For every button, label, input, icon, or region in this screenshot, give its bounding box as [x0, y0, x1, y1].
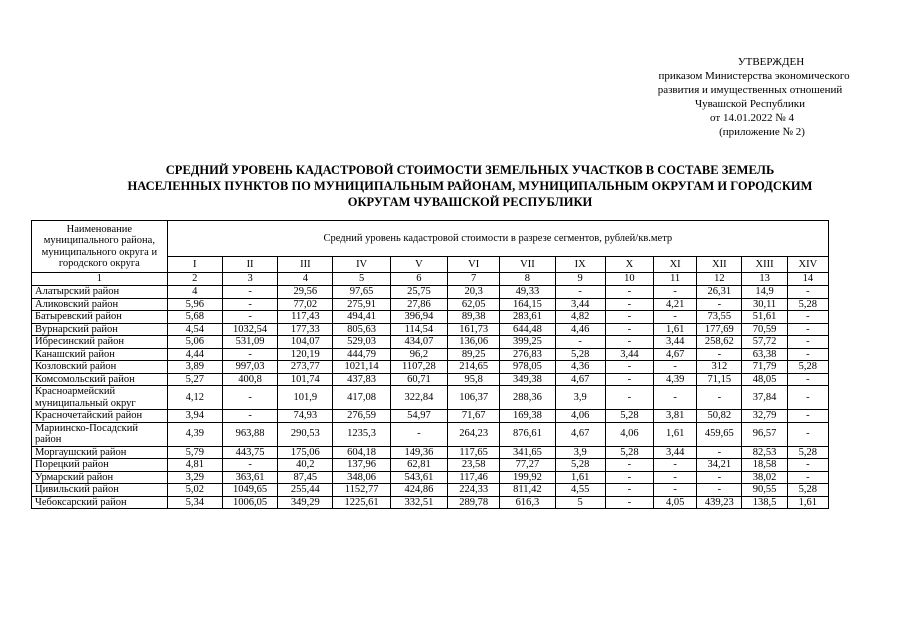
- segment-value-cell: 1,61: [555, 471, 605, 484]
- segment-value-cell: 25,75: [390, 286, 447, 299]
- segment-value-cell: -: [555, 286, 605, 299]
- segment-value-cell: -: [787, 336, 828, 349]
- segment-header: IV: [333, 257, 390, 273]
- segment-value-cell: -: [605, 298, 653, 311]
- segment-value-cell: 1225,61: [333, 496, 390, 509]
- segment-value-cell: 4,06: [605, 422, 653, 446]
- segment-value-cell: -: [787, 471, 828, 484]
- column-number: 10: [605, 273, 653, 286]
- segment-value-cell: 38,02: [742, 471, 787, 484]
- segment-value-cell: 3,94: [167, 410, 222, 423]
- segment-value-cell: 341,65: [500, 446, 555, 459]
- segment-value-cell: 4,44: [167, 348, 222, 361]
- segment-value-cell: 348,06: [333, 471, 390, 484]
- segment-value-cell: 57,72: [742, 336, 787, 349]
- segment-value-cell: 1,61: [654, 422, 697, 446]
- segment-value-cell: 60,71: [390, 373, 447, 386]
- segment-value-cell: 4,67: [555, 422, 605, 446]
- segment-value-cell: 73,55: [697, 311, 742, 324]
- segment-value-cell: 3,89: [167, 361, 222, 374]
- segment-value-cell: 177,69: [697, 323, 742, 336]
- segment-value-cell: -: [697, 348, 742, 361]
- segment-value-cell: 276,83: [500, 348, 555, 361]
- segment-value-cell: -: [697, 298, 742, 311]
- table-row: [32, 336, 829, 349]
- segment-header: IX: [555, 257, 605, 273]
- district-name: Мариинско-Посадский район: [32, 422, 168, 446]
- segment-value-cell: 459,65: [697, 422, 742, 446]
- segment-value-cell: 70,59: [742, 323, 787, 336]
- segment-value-cell: 1006,05: [222, 496, 277, 509]
- segment-value-cell: 4,67: [555, 373, 605, 386]
- segment-value-cell: 5,28: [787, 446, 828, 459]
- segment-value-cell: 199,92: [500, 471, 555, 484]
- segment-value-cell: 101,9: [278, 386, 333, 410]
- segment-value-cell: -: [654, 361, 697, 374]
- table-row: [32, 323, 829, 336]
- table-row: [32, 459, 829, 472]
- segment-value-cell: 82,53: [742, 446, 787, 459]
- table-row: [32, 373, 829, 386]
- title-line: НАСЕЛЕННЫХ ПУНКТОВ ПО МУНИЦИПАЛЬНЫМ РАЙОНАМ, МУНИЦИПАЛЬНЫМ ОКРУГАМ И ГОРОДСКИМ: [127, 179, 813, 193]
- segment-value-cell: 494,41: [333, 311, 390, 324]
- segment-value-cell: 434,07: [390, 336, 447, 349]
- segment-value-cell: 3,9: [555, 386, 605, 410]
- segment-value-cell: 332,51: [390, 496, 447, 509]
- segment-value-cell: -: [222, 286, 277, 299]
- column-number: 9: [555, 273, 605, 286]
- segment-value-cell: 1107,28: [390, 361, 447, 374]
- segment-value-cell: 104,07: [278, 336, 333, 349]
- segment-value-cell: 32,79: [742, 410, 787, 423]
- segment-value-cell: 805,63: [333, 323, 390, 336]
- segment-value-cell: 5,28: [787, 361, 828, 374]
- segment-value-cell: 89,38: [448, 311, 500, 324]
- district-name: Урмарский район: [32, 471, 168, 484]
- segment-value-cell: 258,62: [697, 336, 742, 349]
- approval-appendix: (приложение № 2): [719, 126, 805, 138]
- segment-value-cell: 5,06: [167, 336, 222, 349]
- table-row: [32, 446, 829, 459]
- segment-header: V: [390, 257, 447, 273]
- approval-line: Чувашской Республики: [694, 98, 806, 110]
- segment-group-header: Средний уровень кадастровой стоимости в разрезе сегментов, рублей/кв.метр: [167, 221, 828, 257]
- segment-value-cell: 34,21: [697, 459, 742, 472]
- segment-value-cell: 4,05: [654, 496, 697, 509]
- segment-value-cell: 20,3: [448, 286, 500, 299]
- segment-value-cell: 322,84: [390, 386, 447, 410]
- segment-value-cell: 3,44: [605, 348, 653, 361]
- segment-value-cell: 5,79: [167, 446, 222, 459]
- column-number: 12: [697, 273, 742, 286]
- segment-value-cell: 63,38: [742, 348, 787, 361]
- district-name: Красночетайский район: [32, 410, 168, 423]
- segment-value-cell: -: [787, 422, 828, 446]
- district-name: Цивильский район: [32, 484, 168, 497]
- segment-value-cell: 604,18: [333, 446, 390, 459]
- segment-value-cell: 4: [167, 286, 222, 299]
- segment-value-cell: -: [787, 286, 828, 299]
- segment-value-cell: 5,28: [555, 348, 605, 361]
- segment-value-cell: 5,96: [167, 298, 222, 311]
- segment-value-cell: 5,02: [167, 484, 222, 497]
- district-name: Комсомольский район: [32, 373, 168, 386]
- segment-value-cell: 50,82: [697, 410, 742, 423]
- segment-value-cell: -: [787, 410, 828, 423]
- segment-value-cell: 1021,14: [333, 361, 390, 374]
- segment-value-cell: 264,23: [448, 422, 500, 446]
- segment-value-cell: 49,33: [500, 286, 555, 299]
- approval-date: от 14.01.2022 № 4: [710, 112, 794, 124]
- segment-value-cell: 164,15: [500, 298, 555, 311]
- segment-value-cell: 400,8: [222, 373, 277, 386]
- segment-value-cell: 5,28: [605, 446, 653, 459]
- segment-value-cell: 161,73: [448, 323, 500, 336]
- segment-value-cell: -: [222, 410, 277, 423]
- segment-value-cell: 26,31: [697, 286, 742, 299]
- segment-value-cell: 149,36: [390, 446, 447, 459]
- segment-value-cell: 1235,3: [333, 422, 390, 446]
- segment-value-cell: -: [697, 446, 742, 459]
- segment-value-cell: -: [697, 471, 742, 484]
- column-number: 8: [500, 273, 555, 286]
- column-number: 14: [787, 273, 828, 286]
- segment-value-cell: 29,56: [278, 286, 333, 299]
- district-name: Аликовский район: [32, 298, 168, 311]
- segment-value-cell: -: [787, 373, 828, 386]
- segment-value-cell: 137,96: [333, 459, 390, 472]
- segment-header: XIII: [742, 257, 787, 273]
- segment-value-cell: 399,25: [500, 336, 555, 349]
- district-name: Канашский район: [32, 348, 168, 361]
- segment-value-cell: 276,59: [333, 410, 390, 423]
- segment-value-cell: -: [222, 298, 277, 311]
- segment-value-cell: -: [605, 373, 653, 386]
- segment-value-cell: 101,74: [278, 373, 333, 386]
- district-name: Моргаушский район: [32, 446, 168, 459]
- segment-value-cell: 4,06: [555, 410, 605, 423]
- segment-value-cell: -: [555, 336, 605, 349]
- segment-value-cell: 3,81: [654, 410, 697, 423]
- segment-value-cell: -: [787, 323, 828, 336]
- segment-value-cell: 529,03: [333, 336, 390, 349]
- segment-value-cell: -: [654, 286, 697, 299]
- segment-value-cell: 114,54: [390, 323, 447, 336]
- segment-value-cell: 963,88: [222, 422, 277, 446]
- segment-header: VI: [448, 257, 500, 273]
- segment-value-cell: 349,29: [278, 496, 333, 509]
- segment-value-cell: -: [654, 484, 697, 497]
- segment-value-cell: 27,86: [390, 298, 447, 311]
- document-title: [40, 162, 900, 210]
- segment-value-cell: -: [605, 496, 653, 509]
- segment-value-cell: 48,05: [742, 373, 787, 386]
- segment-value-cell: 811,42: [500, 484, 555, 497]
- district-name: Ибресинский район: [32, 336, 168, 349]
- segment-value-cell: 177,33: [278, 323, 333, 336]
- segment-value-cell: -: [787, 459, 828, 472]
- segment-value-cell: 74,93: [278, 410, 333, 423]
- segment-value-cell: 1,61: [654, 323, 697, 336]
- segment-value-cell: -: [605, 323, 653, 336]
- segment-value-cell: 616,3: [500, 496, 555, 509]
- district-name: Чебоксарский район: [32, 496, 168, 509]
- segment-value-cell: -: [654, 471, 697, 484]
- segment-value-cell: 444,79: [333, 348, 390, 361]
- district-name: Козловский район: [32, 361, 168, 374]
- approval-heading: УТВЕРЖДЕН: [737, 56, 805, 68]
- segment-value-cell: 4,39: [167, 422, 222, 446]
- segment-value-cell: 87,45: [278, 471, 333, 484]
- column-number: 3: [222, 273, 277, 286]
- segment-value-cell: 288,36: [500, 386, 555, 410]
- segment-value-cell: 4,36: [555, 361, 605, 374]
- column-number: 1: [32, 273, 168, 286]
- segment-value-cell: 117,65: [448, 446, 500, 459]
- table-row: [32, 422, 829, 446]
- segment-value-cell: -: [605, 311, 653, 324]
- segment-value-cell: 1152,77: [333, 484, 390, 497]
- district-name: Вурнарский район: [32, 323, 168, 336]
- segment-value-cell: 289,78: [448, 496, 500, 509]
- segment-header: I: [167, 257, 222, 273]
- approval-line: приказом Министерства экономического: [658, 70, 850, 82]
- segment-value-cell: 136,06: [448, 336, 500, 349]
- segment-value-cell: 3,44: [654, 446, 697, 459]
- segment-value-cell: 37,84: [742, 386, 787, 410]
- segment-value-cell: 1,61: [787, 496, 828, 509]
- segment-value-cell: 5,28: [605, 410, 653, 423]
- segment-value-cell: 424,86: [390, 484, 447, 497]
- column-number: 5: [333, 273, 390, 286]
- segment-value-cell: 71,15: [697, 373, 742, 386]
- title-line: СРЕДНИЙ УРОВЕНЬ КАДАСТРОВОЙ СТОИМОСТИ ЗЕМЕЛЬНЫХ УЧАСТКОВ В СОСТАВЕ ЗЕМЕЛЬ: [165, 163, 775, 177]
- segment-value-cell: 437,83: [333, 373, 390, 386]
- segment-value-cell: 120,19: [278, 348, 333, 361]
- segment-value-cell: 89,25: [448, 348, 500, 361]
- segment-value-cell: 1049,65: [222, 484, 277, 497]
- segment-header: VII: [500, 257, 555, 273]
- column-number: 6: [390, 273, 447, 286]
- column-number: 2: [167, 273, 222, 286]
- segment-value-cell: -: [605, 361, 653, 374]
- segment-value-cell: 5,34: [167, 496, 222, 509]
- title-line: ОКРУГАМ ЧУВАШСКОЙ РЕСПУБЛИКИ: [347, 195, 593, 209]
- segment-header: II: [222, 257, 277, 273]
- segment-value-cell: 96,2: [390, 348, 447, 361]
- segment-value-cell: -: [787, 348, 828, 361]
- segment-value-cell: 117,46: [448, 471, 500, 484]
- segment-value-cell: 283,61: [500, 311, 555, 324]
- segment-value-cell: 51,61: [742, 311, 787, 324]
- district-name: Батыревский район: [32, 311, 168, 324]
- segment-value-cell: 214,65: [448, 361, 500, 374]
- segment-value-cell: -: [605, 484, 653, 497]
- table-row: [32, 471, 829, 484]
- segment-value-cell: 97,65: [333, 286, 390, 299]
- segment-value-cell: 876,61: [500, 422, 555, 446]
- segment-value-cell: -: [390, 422, 447, 446]
- table-row: [32, 311, 829, 324]
- segment-value-cell: 224,33: [448, 484, 500, 497]
- segment-value-cell: -: [605, 459, 653, 472]
- segment-value-cell: -: [697, 386, 742, 410]
- segment-value-cell: 95,8: [448, 373, 500, 386]
- segment-value-cell: -: [222, 311, 277, 324]
- segment-value-cell: 4,39: [654, 373, 697, 386]
- segment-value-cell: 71,79: [742, 361, 787, 374]
- segment-header: III: [278, 257, 333, 273]
- segment-value-cell: 997,03: [222, 361, 277, 374]
- segment-value-cell: 117,43: [278, 311, 333, 324]
- segment-value-cell: 5,28: [787, 298, 828, 311]
- segment-header: X: [605, 257, 653, 273]
- segment-value-cell: 62,05: [448, 298, 500, 311]
- segment-value-cell: 5,68: [167, 311, 222, 324]
- segment-value-cell: 3,9: [555, 446, 605, 459]
- segment-value-cell: 644,48: [500, 323, 555, 336]
- segment-value-cell: 3,44: [654, 336, 697, 349]
- segment-value-cell: 14,9: [742, 286, 787, 299]
- segment-value-cell: 96,57: [742, 422, 787, 446]
- column-number: 4: [278, 273, 333, 286]
- segment-value-cell: 54,97: [390, 410, 447, 423]
- segment-value-cell: 5,27: [167, 373, 222, 386]
- segment-value-cell: 4,21: [654, 298, 697, 311]
- table-row: [32, 286, 829, 299]
- segment-value-cell: 4,55: [555, 484, 605, 497]
- segment-value-cell: 439,23: [697, 496, 742, 509]
- segment-header: XIV: [787, 257, 828, 273]
- segment-value-cell: -: [787, 311, 828, 324]
- segment-value-cell: 4,46: [555, 323, 605, 336]
- column-number: 11: [654, 273, 697, 286]
- column-number: 7: [448, 273, 500, 286]
- approval-line: развития и имущественных отношений: [657, 84, 843, 96]
- segment-value-cell: -: [222, 386, 277, 410]
- cadastral-value-table: [31, 220, 829, 509]
- segment-value-cell: -: [787, 386, 828, 410]
- column-number: 13: [742, 273, 787, 286]
- segment-value-cell: 5: [555, 496, 605, 509]
- segment-value-cell: -: [605, 286, 653, 299]
- segment-value-cell: 4,67: [654, 348, 697, 361]
- name-column-header: Наименование муниципального района, муниципального округа и городского округа: [32, 221, 168, 273]
- segment-header: XII: [697, 257, 742, 273]
- segment-value-cell: 273,77: [278, 361, 333, 374]
- segment-value-cell: 175,06: [278, 446, 333, 459]
- table-row: [32, 484, 829, 497]
- segment-value-cell: 3,29: [167, 471, 222, 484]
- segment-value-cell: -: [605, 471, 653, 484]
- segment-value-cell: 443,75: [222, 446, 277, 459]
- segment-value-cell: 30,11: [742, 298, 787, 311]
- table-row: [32, 298, 829, 311]
- segment-value-cell: -: [654, 459, 697, 472]
- segment-value-cell: -: [605, 386, 653, 410]
- segment-value-cell: 4,81: [167, 459, 222, 472]
- segment-value-cell: 363,61: [222, 471, 277, 484]
- segment-value-cell: 77,27: [500, 459, 555, 472]
- segment-value-cell: 4,54: [167, 323, 222, 336]
- table-row: [32, 386, 829, 410]
- segment-value-cell: 23,58: [448, 459, 500, 472]
- district-name: Алатырский район: [32, 286, 168, 299]
- table-row: [32, 361, 829, 374]
- table-row: [32, 496, 829, 509]
- table-row: [32, 348, 829, 361]
- segment-value-cell: -: [654, 386, 697, 410]
- segment-value-cell: 4,12: [167, 386, 222, 410]
- segment-value-cell: -: [605, 336, 653, 349]
- segment-value-cell: 40,2: [278, 459, 333, 472]
- segment-value-cell: 543,61: [390, 471, 447, 484]
- segment-value-cell: 978,05: [500, 361, 555, 374]
- segment-value-cell: 62,81: [390, 459, 447, 472]
- approval-block: [600, 55, 900, 139]
- segment-value-cell: 417,08: [333, 386, 390, 410]
- segment-value-cell: 90,55: [742, 484, 787, 497]
- segment-value-cell: -: [697, 484, 742, 497]
- segment-value-cell: 18,58: [742, 459, 787, 472]
- segment-value-cell: 349,38: [500, 373, 555, 386]
- segment-value-cell: 275,91: [333, 298, 390, 311]
- district-name: Красноармейский муниципальный округ: [32, 386, 168, 410]
- segment-value-cell: 531,09: [222, 336, 277, 349]
- segment-value-cell: 5,28: [555, 459, 605, 472]
- segment-value-cell: 290,53: [278, 422, 333, 446]
- segment-value-cell: 4,82: [555, 311, 605, 324]
- segment-header: XI: [654, 257, 697, 273]
- segment-value-cell: 138,5: [742, 496, 787, 509]
- table-row: [32, 410, 829, 423]
- segment-value-cell: 1032,54: [222, 323, 277, 336]
- segment-value-cell: 5,28: [787, 484, 828, 497]
- segment-value-cell: 255,44: [278, 484, 333, 497]
- segment-value-cell: 396,94: [390, 311, 447, 324]
- segment-value-cell: -: [222, 348, 277, 361]
- segment-value-cell: 169,38: [500, 410, 555, 423]
- segment-value-cell: 106,37: [448, 386, 500, 410]
- district-name: Порецкий район: [32, 459, 168, 472]
- segment-value-cell: 3,44: [555, 298, 605, 311]
- segment-value-cell: 77,02: [278, 298, 333, 311]
- segment-value-cell: -: [654, 311, 697, 324]
- segment-value-cell: -: [222, 459, 277, 472]
- segment-value-cell: 71,67: [448, 410, 500, 423]
- segment-value-cell: 312: [697, 361, 742, 374]
